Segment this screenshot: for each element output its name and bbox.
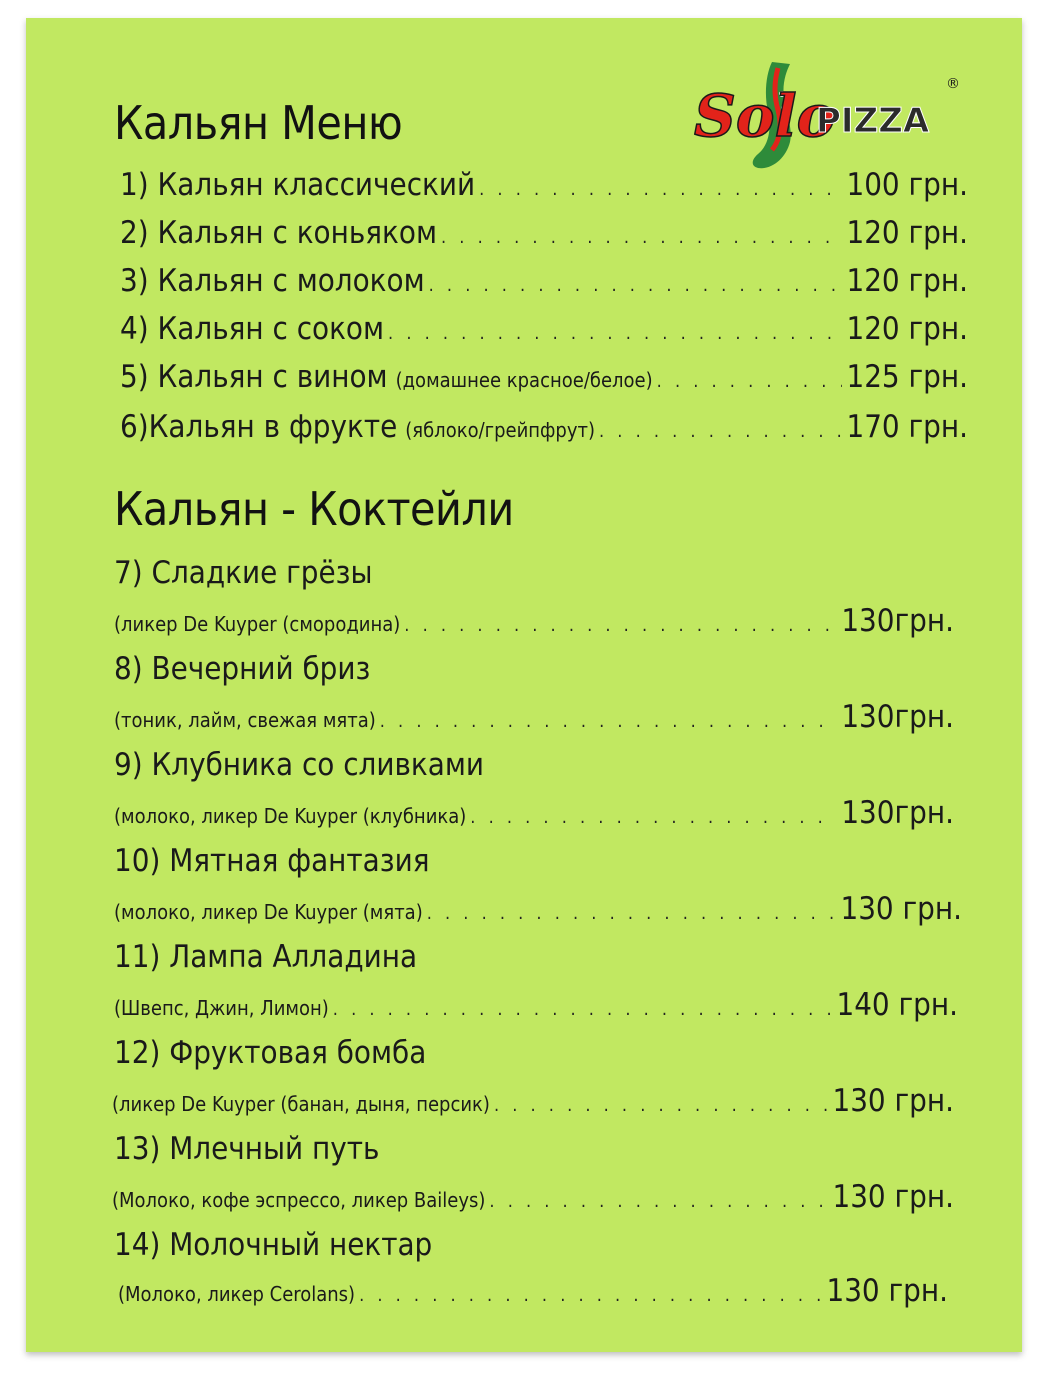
registered-mark: ® <box>946 76 960 92</box>
menu-item <box>120 409 968 445</box>
item-price: 120 грн. <box>846 263 968 299</box>
logo-script-text: Solo <box>694 82 836 150</box>
cocktail-ingredients: (Молоко, ликер Cerolans) <box>118 1282 356 1306</box>
cocktail-detail-row <box>114 603 954 639</box>
leader-dots <box>429 277 843 295</box>
leader-dots <box>333 1001 833 1019</box>
menu-item <box>120 263 968 299</box>
item-note: (домашнее красное/белое) <box>395 368 653 392</box>
cocktail-price: 130 грн. <box>832 1179 954 1215</box>
cocktail-name: 13) Млечный путь <box>114 1131 380 1167</box>
item-price: 120 грн. <box>846 311 968 347</box>
menu-item <box>120 215 968 251</box>
solo-pizza-logo <box>694 54 966 174</box>
leader-dots <box>427 905 837 923</box>
cocktail-name: 7) Сладкие грёзы <box>114 555 373 591</box>
leader-dots <box>470 809 837 827</box>
cocktail-name: 14) Молочный нектар <box>114 1227 433 1263</box>
leader-dots <box>380 713 838 731</box>
leader-dots <box>388 325 842 343</box>
item-price: 125 грн. <box>846 359 968 395</box>
cocktail-detail-row <box>114 987 958 1023</box>
menu-page <box>26 18 1022 1352</box>
item-name: 5) Кальян с вином <box>120 359 388 395</box>
item-name: 2) Кальян с коньяком <box>120 215 437 251</box>
cocktail-name: 12) Фруктовая бомба <box>114 1035 427 1071</box>
cocktail-ingredients: (ликер De Kuyper (банан, дыня, персик) <box>112 1092 490 1116</box>
cocktail-price: 130 грн. <box>826 1273 948 1309</box>
cocktail-detail-row <box>114 891 962 927</box>
cocktail-ingredients: (Молоко, кофе эспрессо, ликер Baileys) <box>112 1188 486 1212</box>
menu-item <box>120 167 968 203</box>
logo-block-text: PIZZA <box>816 101 930 141</box>
cocktail-name: 8) Вечерний бриз <box>114 651 371 687</box>
leader-dots <box>599 423 842 441</box>
cocktail-name: 10) Мятная фантазия <box>114 843 430 879</box>
cocktail-detail-row <box>112 1083 954 1119</box>
cocktail-detail-row <box>118 1273 948 1309</box>
leader-dots <box>479 181 842 199</box>
leader-dots <box>494 1097 829 1115</box>
cocktail-ingredients: (молоко, ликер De Kuyper (мята) <box>114 900 423 924</box>
cocktail-price: 130грн. <box>841 795 954 831</box>
cocktail-ingredients: (Швепс, Джин, Лимон) <box>114 996 329 1020</box>
cocktail-name: 11) Лампа Алладина <box>114 939 418 975</box>
cocktail-price: 130грн. <box>841 699 954 735</box>
item-name: 3) Кальян с молоком <box>120 263 425 299</box>
cocktail-name: 9) Клубника со сливками <box>114 747 485 783</box>
item-name: 4) Кальян с соком <box>120 311 385 347</box>
leader-dots <box>359 1287 822 1305</box>
cocktail-detail-row <box>112 1179 954 1215</box>
leader-dots <box>404 617 837 635</box>
menu-item <box>120 311 968 347</box>
item-name: 6)Кальян в фрукте <box>120 409 398 445</box>
cocktail-price: 130 грн. <box>840 891 962 927</box>
leader-dots <box>489 1193 828 1211</box>
leader-dots <box>657 373 843 391</box>
item-name: 1) Кальян классический <box>120 167 476 203</box>
cocktail-detail-row <box>114 795 954 831</box>
item-note: (яблоко/грейпфрут) <box>405 418 595 442</box>
hookah-menu-title: Кальян Меню <box>114 96 403 150</box>
item-price: 120 грн. <box>846 215 968 251</box>
cocktail-ingredients: (тоник, лайм, свежая мята) <box>114 708 376 732</box>
item-price: 100 грн. <box>846 167 968 203</box>
menu-item <box>120 359 968 395</box>
cocktail-detail-row <box>114 699 954 735</box>
cocktail-ingredients: (молоко, ликер De Kuyper (клубника) <box>114 804 467 828</box>
leader-dots <box>441 229 842 247</box>
cocktail-price: 130грн. <box>841 603 954 639</box>
cocktail-price: 140 грн. <box>836 987 958 1023</box>
cocktail-ingredients: (ликер De Kuyper (смородина) <box>114 612 401 636</box>
cocktail-price: 130 грн. <box>832 1083 954 1119</box>
cocktails-title: Кальян - Коктейли <box>114 482 514 536</box>
item-price: 170 грн. <box>846 409 968 445</box>
